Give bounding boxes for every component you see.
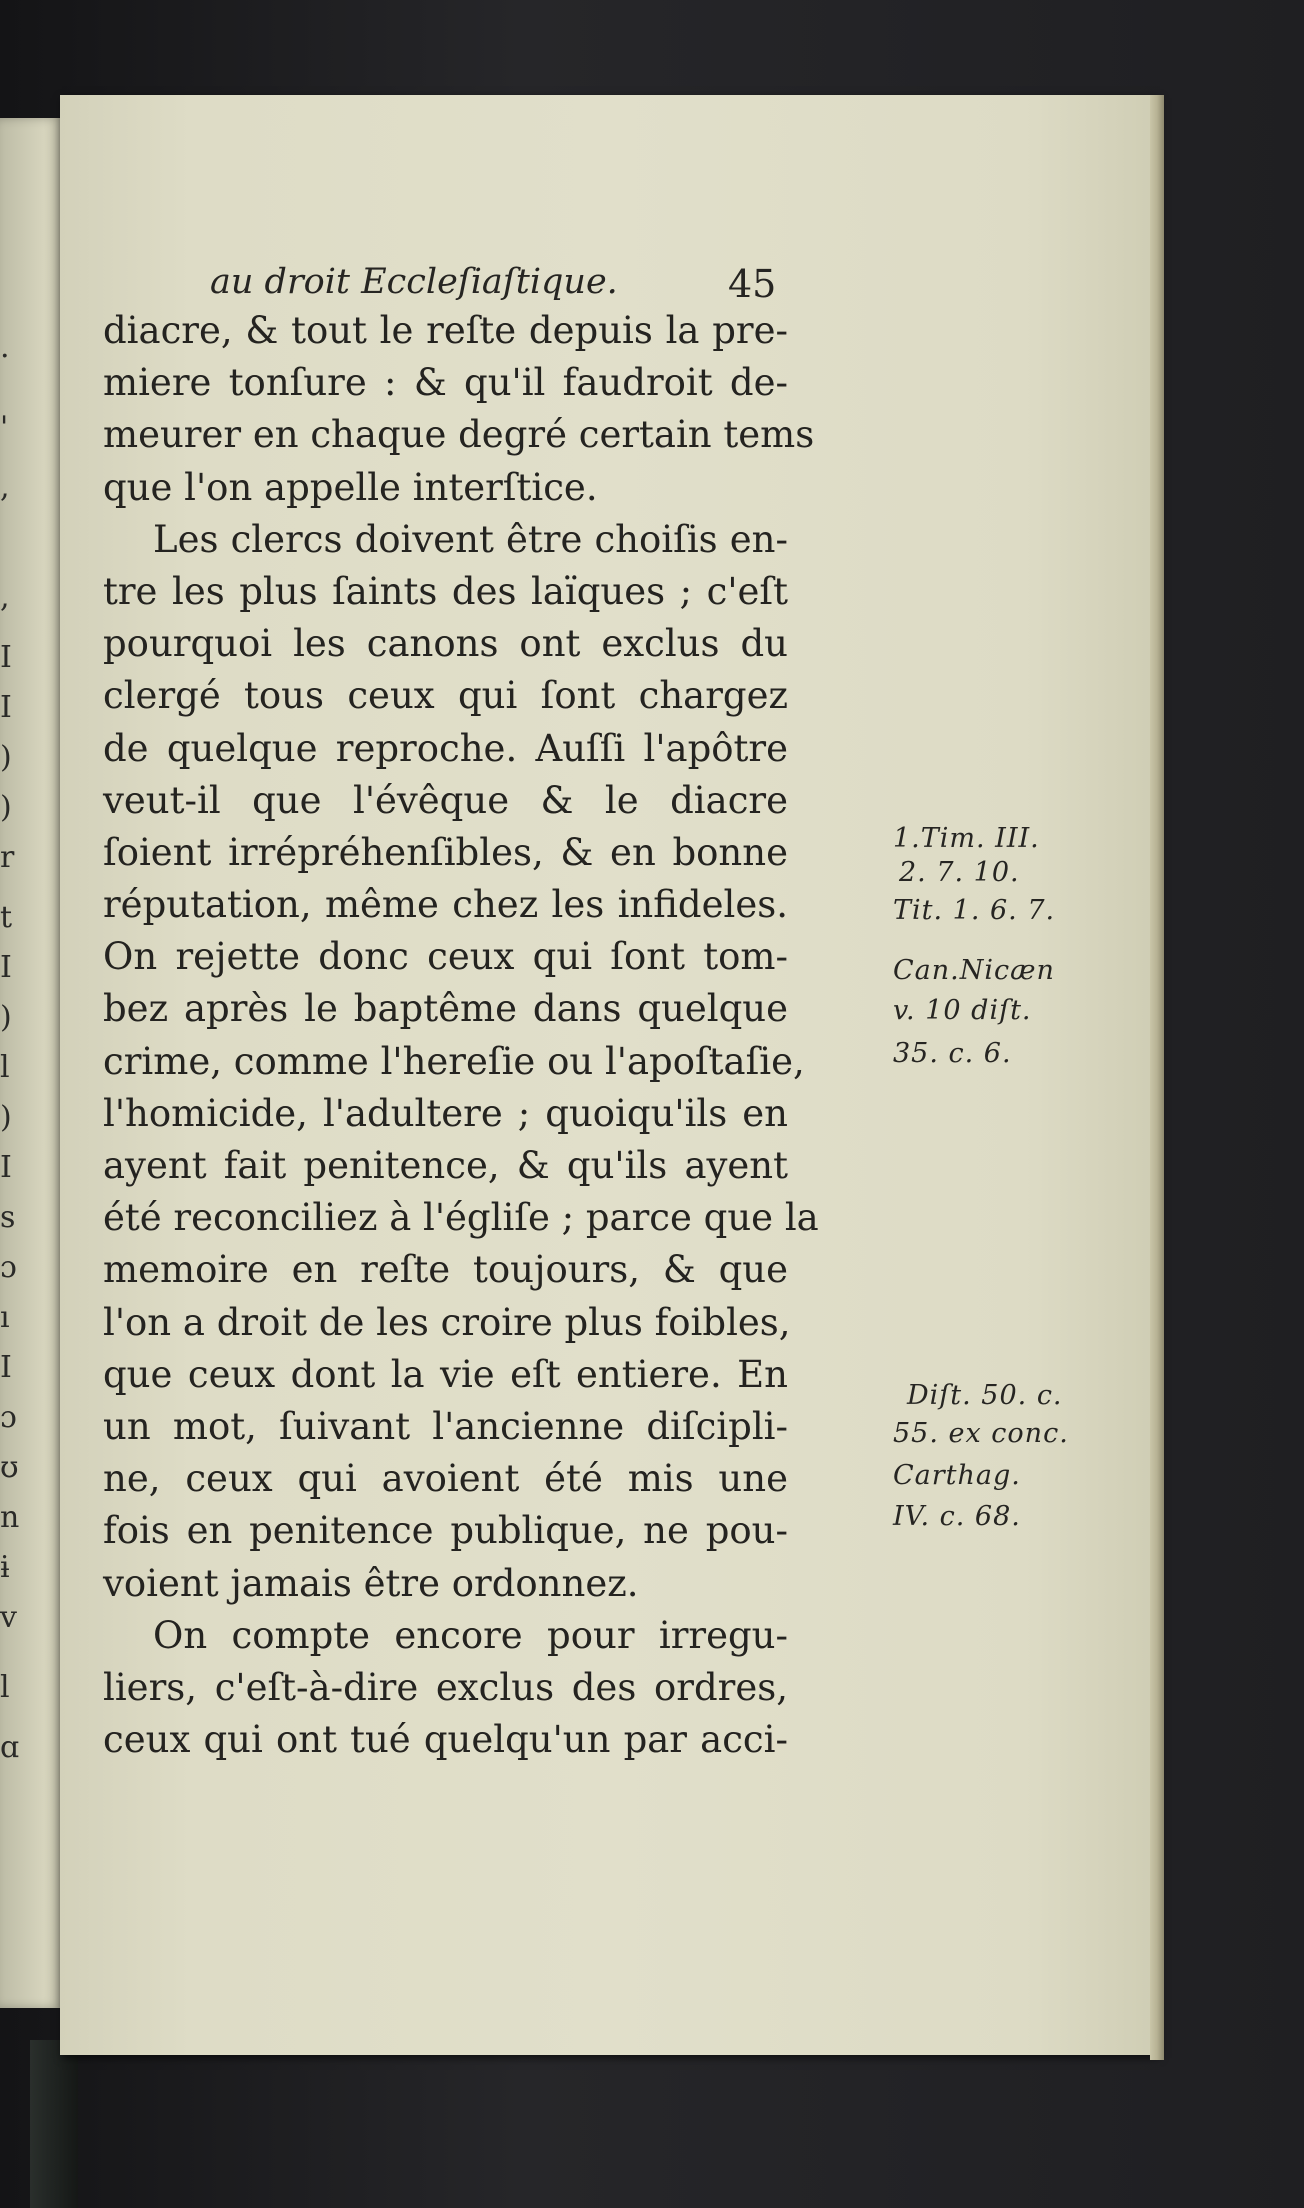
text-line: ne, ceux qui avoient été mis une xyxy=(103,1457,788,1501)
text-line: clergé tous ceux qui ſont chargez xyxy=(103,674,788,718)
text-line: tre les plus ſaints des laïques ; c'eſt xyxy=(103,569,788,613)
text-line: ayent fait penitence, & qu'ils ayent xyxy=(103,1144,788,1187)
margin-note: Can.Nicæn xyxy=(893,955,1055,986)
text-line: que l'on appelle interſtice. xyxy=(103,465,598,509)
main-text xyxy=(103,305,1069,1766)
page-number: 45 xyxy=(728,262,777,306)
text-line: voient jamais être ordonnez. xyxy=(103,1561,639,1605)
text-line: pourquoi les canons ont exclus du xyxy=(103,622,788,666)
text-line: un mot, ſuivant l'ancienne diſcipli- xyxy=(103,1404,788,1448)
text-line: On compte encore pour irregu- xyxy=(153,1613,788,1657)
margin-note: 1.Tim. III. xyxy=(893,823,1040,854)
page-edge xyxy=(1150,95,1164,2060)
margin-note: Diſt. 50. c. xyxy=(907,1380,1063,1411)
text-line: ſoient irrépréhenſibles, & en bonne xyxy=(103,830,788,874)
text-line: diacre, & tout le reſte depuis la pre- xyxy=(103,309,788,352)
margin-note: v. 10 diſt. xyxy=(893,995,1032,1026)
text-line: réputation, même chez les infideles. xyxy=(103,883,788,927)
text-line: fois en penitence publique, ne pou- xyxy=(103,1509,788,1553)
text-line: meurer en chaque degré certain tems xyxy=(103,413,815,457)
text-line: l'homicide, l'adultere ; quoiqu'ils en xyxy=(103,1091,788,1135)
running-title: au droit Eccleſiaſtique. xyxy=(210,262,618,302)
text-line: de quelque reproche. Auſſi l'apôtre xyxy=(103,726,788,770)
margin-note: Carthag. xyxy=(893,1460,1021,1491)
margin-note: Tit. 1. 6. 7. xyxy=(893,895,1056,926)
margin-note: 2. 7. 10. xyxy=(899,857,1020,888)
text-line: été reconciliez à l'égliſe ; parce que la xyxy=(103,1196,819,1240)
text-line: ceux qui ont tué quelqu'un par acci- xyxy=(103,1718,788,1762)
text-line: crime, comme l'hereſie ou l'apoſtaſie, xyxy=(103,1039,805,1083)
text-line: miere tonſure : & qu'il faudroit de- xyxy=(103,361,788,405)
margin-note: 35. c. 6. xyxy=(893,1038,1012,1069)
margin-note: IV. c. 68. xyxy=(893,1501,1021,1532)
text-line: que ceux dont la vie eſt entiere. En xyxy=(103,1352,788,1396)
text-line: veut-il que l'évêque & le diacre xyxy=(103,778,788,822)
text-line: On rejette donc ceux qui ſont tom- xyxy=(103,935,788,979)
book-spine xyxy=(30,2040,78,2208)
text-line: memoire en reſte toujours, & que xyxy=(103,1248,788,1292)
text-line: liers, c'eſt-à-dire exclus des ordres, xyxy=(103,1665,788,1709)
facing-page-glyphs: . ' , , I I ) ) r t I ) l ) I s ɔ ı I ɔ ʊ n ɨ v l ɑ xyxy=(0,330,20,1765)
text-line: Les clercs doivent être choiſis en- xyxy=(153,517,788,561)
text-line: l'on a droit de les croire plus foibles, xyxy=(103,1300,791,1344)
margin-note: 55. ex conc. xyxy=(893,1418,1069,1449)
text-line: bez après le baptême dans quelque xyxy=(103,987,788,1031)
